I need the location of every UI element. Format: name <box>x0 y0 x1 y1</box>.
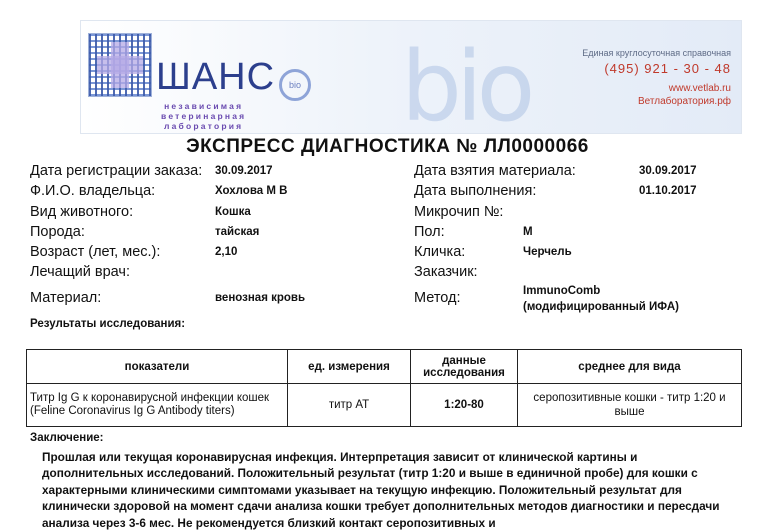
table-header-unit: ед. измерения <box>288 350 411 384</box>
field-label-sample-date: Дата взятия материала: <box>414 163 576 179</box>
field-value-sample-date: 30.09.2017 <box>639 165 697 177</box>
field-value-done-date: 01.10.2017 <box>639 185 697 197</box>
website-link-rf: Ветлаборатория.рф <box>637 96 731 107</box>
field-label-method: Метод: <box>414 290 461 306</box>
logo-subtitle: независимая ветеринарная лаборатория <box>161 101 247 131</box>
field-value-reg-date: 30.09.2017 <box>215 165 273 177</box>
field-label-reg-date: Дата регистрации заказа: <box>30 163 203 179</box>
field-value-material: венозная кровь <box>215 292 306 304</box>
table-header-row <box>27 350 742 384</box>
lab-header-banner <box>80 20 742 134</box>
field-label-vet: Лечащий врач: <box>30 264 130 280</box>
field-label-customer: Заказчик: <box>414 264 478 280</box>
field-value-method-note: (модифицированный ИФА) <box>523 301 679 313</box>
table-row <box>27 384 742 427</box>
table-header-result: данные исследования <box>411 350 518 384</box>
field-label-sex: Пол: <box>414 224 445 240</box>
phone-number: (495) 921 - 30 - 48 <box>604 61 731 76</box>
website-link: www.vetlab.ru <box>668 83 731 94</box>
field-value-species: Кошка <box>215 206 251 218</box>
helpline-label: Единая круглосуточная справочная <box>582 48 731 58</box>
table-cell-indicator: Титр Ig G к коронавирусной инфекции кошек (Feline Coronavirus Ig G Antibody titers) <box>27 384 288 427</box>
table-cell-result: 1:20-80 <box>411 384 518 427</box>
bio-watermark: bio <box>401 31 530 134</box>
field-value-sex: М <box>523 226 533 238</box>
logo-bio-badge: bio <box>279 69 311 101</box>
field-label-owner: Ф.И.О. владельца: <box>30 183 156 199</box>
table-cell-unit: титр АТ <box>288 384 411 427</box>
conclusion-label: Заключение: <box>30 432 104 444</box>
field-label-breed: Порода: <box>30 224 85 240</box>
results-label: Результаты исследования: <box>30 318 186 330</box>
lab-logo-icon <box>88 33 152 97</box>
field-value-age: 2,10 <box>215 246 238 258</box>
field-value-nickname: Черчель <box>523 246 572 258</box>
field-label-species: Вид животного: <box>30 204 134 220</box>
results-table <box>26 349 742 427</box>
field-label-done-date: Дата выполнения: <box>414 183 537 199</box>
field-value-breed: тайская <box>215 226 260 238</box>
table-header-indicator: показатели <box>27 350 288 384</box>
table-header-reference: среднее для вида <box>518 350 742 384</box>
field-value-method: ImmunoComb <box>523 285 601 297</box>
logo-text: ШАНС <box>156 56 276 98</box>
conclusion-text: Прошлая или текущая коронавирусная инфекция. Интерпретация зависит от клинической картины и дополнительных исследований. Положительный результат (титр 1:20 и выше в единичной пробе) для кошки с характерными клиническими симптомами указывает на текущую инфекцию. Положительный результат для клинически здоровой на момент сдачи анализа кошки требует дополнительных методов диагностики и пересдачи анализа через 3-6 мес. Не рекомендуется близкий контакт серопозитивных и <box>42 450 720 530</box>
field-label-material: Материал: <box>30 290 102 306</box>
table-cell-reference: серопозитивные кошки - титр 1:20 и выше <box>518 384 742 427</box>
field-label-microchip: Микрочип №: <box>414 204 504 220</box>
field-label-nickname: Кличка: <box>414 244 466 260</box>
document-title: ЭКСПРЕСС ДИАГНОСТИКА № ЛЛ0000066 <box>186 136 589 157</box>
field-label-age: Возраст (лет, мес.): <box>30 244 161 260</box>
field-value-owner: Хохлова М В <box>215 185 288 197</box>
